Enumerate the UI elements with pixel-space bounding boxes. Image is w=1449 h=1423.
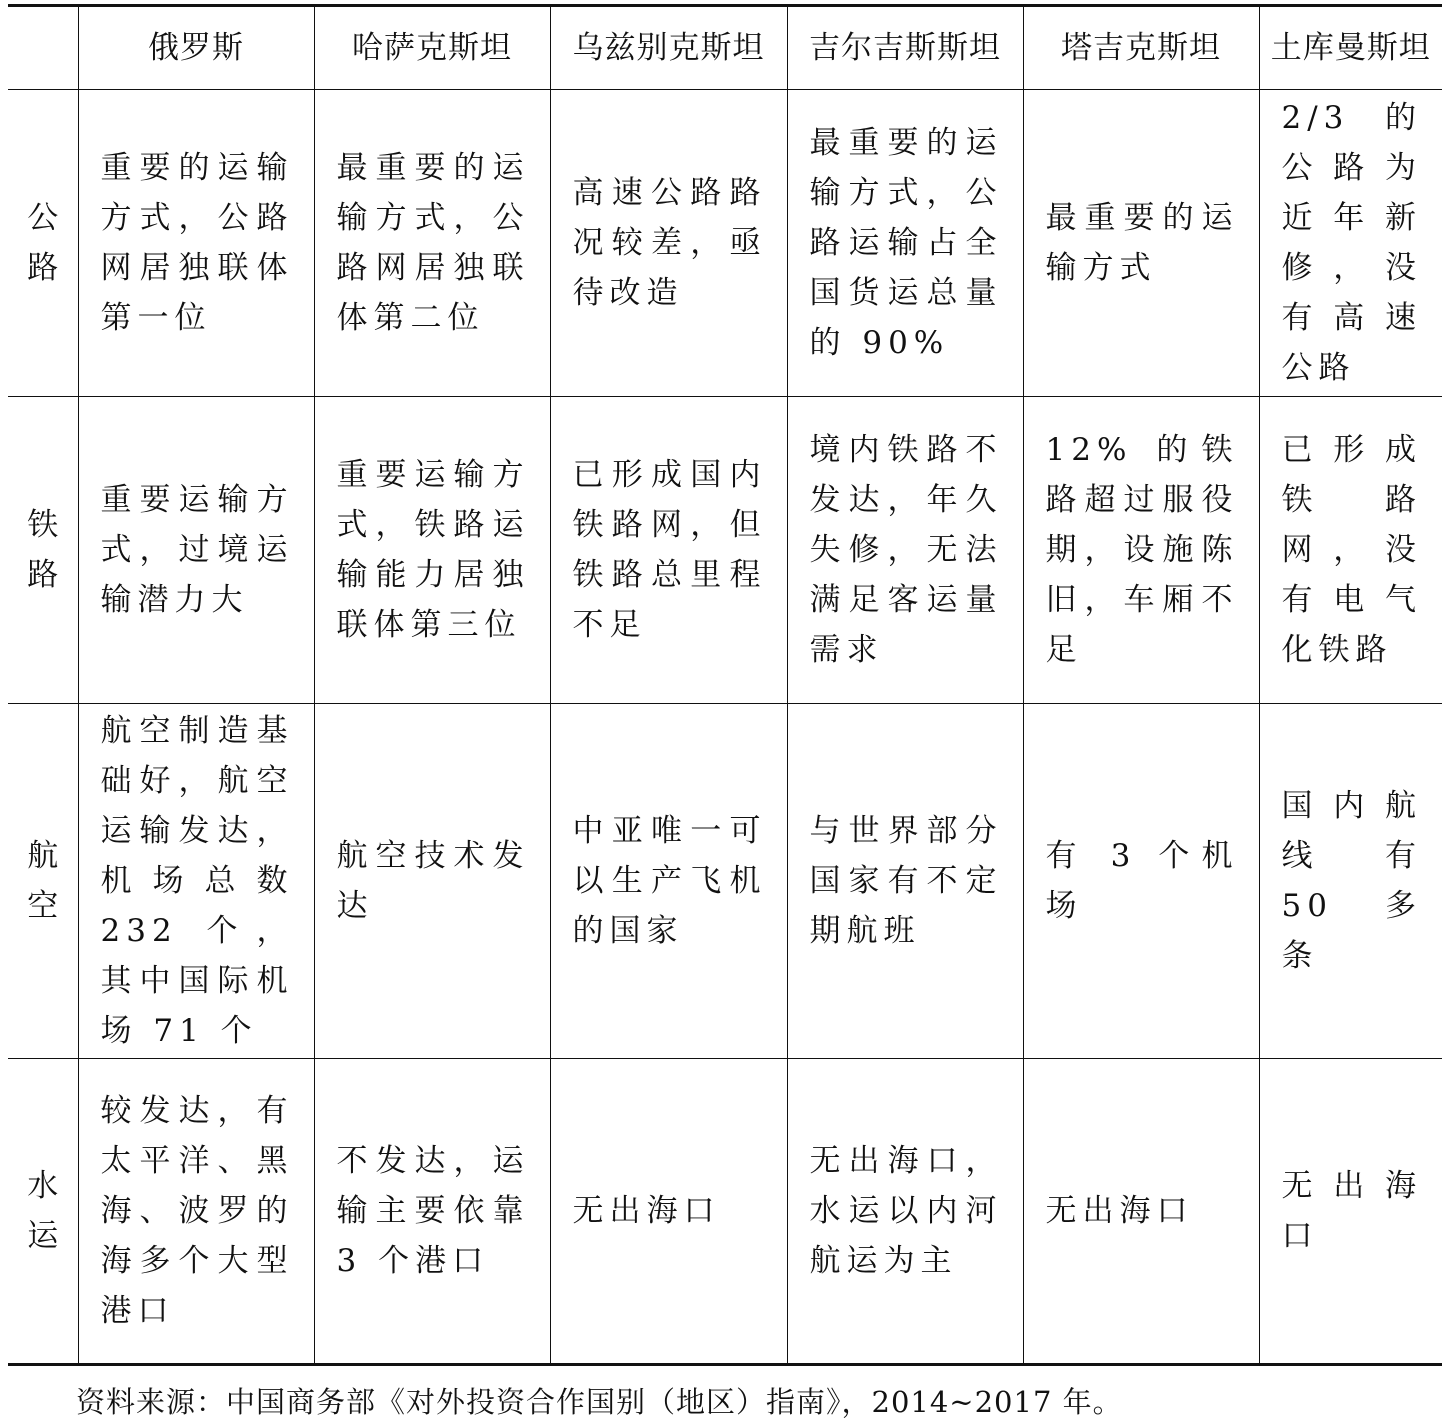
table-cell: 无出海口	[550, 1059, 787, 1365]
table-cell: 最重要的运输方式	[1023, 90, 1259, 397]
row-label-road: 公路	[8, 90, 78, 397]
table-row-railway	[8, 397, 1442, 704]
table-cell: 最重要的运输方式，公路网居独联体第二位	[314, 90, 550, 397]
table-cell: 有 3 个机场	[1023, 704, 1259, 1059]
header-row	[8, 6, 1442, 90]
table-cell: 高速公路路况较差，亟待改造	[550, 90, 787, 397]
table-cell: 已形成铁路网，没有电气化铁路	[1259, 397, 1442, 704]
table-cell: 中亚唯一可以生产飞机的国家	[550, 704, 787, 1059]
row-label-aviation: 航空	[8, 704, 78, 1059]
header-kyrgyzstan: 吉尔吉斯斯坦	[787, 6, 1023, 90]
table-cell: 重要运输方式，铁路运输能力居独联体第三位	[314, 397, 550, 704]
header-kazakhstan: 哈萨克斯坦	[314, 6, 550, 90]
table-cell: 无出海口	[1023, 1059, 1259, 1365]
table-row-water	[8, 1059, 1442, 1365]
table-cell: 航空制造基础好，航空运输发达，机场总数 232 个，其中国际机场 71 个	[78, 704, 314, 1059]
table-row-road	[8, 90, 1442, 397]
table-cell: 航空技术发达	[314, 704, 550, 1059]
table-cell: 不发达，运输主要依靠 3 个港口	[314, 1059, 550, 1365]
table-cell: 国内航线有 50 多条	[1259, 704, 1442, 1059]
header-uzbekistan: 乌兹别克斯坦	[550, 6, 787, 90]
table-cell: 已形成国内铁路网，但铁路总里程不足	[550, 397, 787, 704]
header-corner	[8, 6, 78, 90]
table-row-aviation	[8, 704, 1442, 1059]
table-cell: 较发达，有太平洋、黑海、波罗的海多个大型港口	[78, 1059, 314, 1365]
header-tajikistan: 塔吉克斯坦	[1023, 6, 1259, 90]
table-cell: 2/3 的公路为近年新修，没有高速公路	[1259, 90, 1442, 397]
table-cell: 12% 的铁路超过服役期，设施陈旧，车厢不足	[1023, 397, 1259, 704]
row-label-railway: 铁路	[8, 397, 78, 704]
table-cell: 无出海口，水运以内河航运为主	[787, 1059, 1023, 1365]
transport-comparison-table	[8, 4, 1442, 1366]
source-note: 资料来源：中国商务部《对外投资合作国别（地区）指南》，2014~2017 年。	[76, 1385, 1123, 1419]
header-russia: 俄罗斯	[78, 6, 314, 90]
table-cell: 无出海口	[1259, 1059, 1442, 1365]
table-cell: 境内铁路不发达，年久失修，无法满足客运量需求	[787, 397, 1023, 704]
table-cell: 最重要的运输方式，公路运输占全国货运总量的 90%	[787, 90, 1023, 397]
row-label-water: 水运	[8, 1059, 78, 1365]
table-cell: 重要的运输方式，公路网居独联体第一位	[78, 90, 314, 397]
header-turkmenistan: 土库曼斯坦	[1259, 6, 1442, 90]
table-cell: 重要运输方式，过境运输潜力大	[78, 397, 314, 704]
table-cell: 与世界部分国家有不定期航班	[787, 704, 1023, 1059]
